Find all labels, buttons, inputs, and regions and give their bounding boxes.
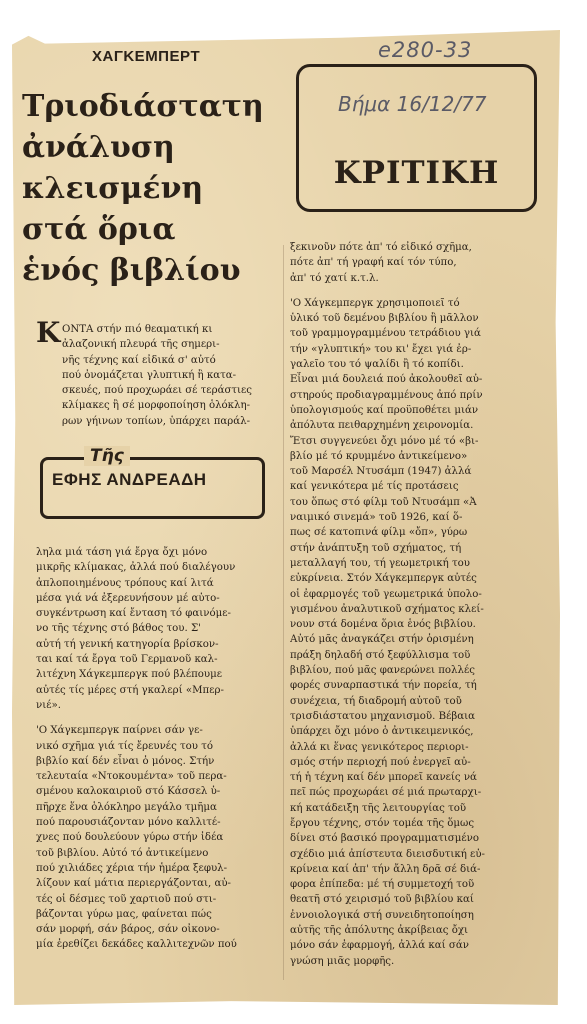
text-line: φορές συναρπαστικά τήν πορεία, τή — [290, 680, 477, 692]
byline-prefix: Τῆς — [84, 446, 130, 466]
text-line: μία ἐρεθίζει δεκάδες καλλιτεχνῶν πού — [36, 939, 237, 951]
text-line: Αὐτό μᾶς ἀναγκάζει στήν ὁρισμένη — [290, 634, 474, 646]
text-line: πού χιλιάδες χέρια τήν ἡμέρα ξεφυλ- — [36, 862, 228, 874]
text-line: καί γενικότερα μέ τίς προτάσεις — [290, 481, 459, 493]
text-line: αὐτές τίς μέρες στή γκαλερί «Μπερ- — [36, 684, 224, 696]
text-line: δίνει στό βασικό προγραμματισμένο — [290, 833, 479, 845]
text-line: βλίο μέ τό κρυμμένο ἀντικείμενο» — [290, 450, 468, 462]
text-line: ναιμικό σινεμά» τοῦ 1926, καί ὅ- — [290, 512, 463, 524]
text-line: 'Ο Χάγκεμπεργκ παίρνει σάν γε- — [36, 725, 203, 737]
text-line: ξεκινοῦν πότε ἀπ' τό εἰδικό σχῆμα, — [290, 242, 472, 253]
text-line: ἔργου τέχνης, στόν τομέα τῆς ὅμως — [290, 817, 475, 829]
text-line: ται καί τά ἔργα τοῦ Γερμανοῦ καλ- — [36, 654, 218, 666]
text-line: χνες πού δουλεύουν γύρω στήν ἰδέα — [36, 832, 224, 844]
text-line: τές οἱ δέσμες τοῦ χαρτιοῦ πού στι- — [36, 893, 217, 905]
text-line: συνέχεια, τή διαδρομή αὐτοῦ τοῦ — [290, 695, 462, 707]
handwritten-date-note: Βήμα 16/12/77 — [338, 92, 487, 116]
headline — [22, 86, 282, 291]
text-line: εὐκρίνεια. Στόν Χάγκεμπεργκ αὐτές — [290, 573, 477, 585]
text-line: μεταλλαγή του, τή γεωμετρική του — [290, 557, 470, 569]
text-line: γισμένου ἀναλυτικοῦ σχήματος κλεί- — [290, 603, 484, 615]
text-line: πού ὀνομάζεται γλυπτική ἢ κατα- — [62, 369, 237, 381]
text-line: μέσα γιά νά ἐξερευνήσουν μέ αὐτο- — [36, 592, 220, 604]
text-line: τοῦ βιβλίου. Αὐτό τό ἀντικείμενο — [36, 847, 209, 859]
text-line: συγκέντρωση καί ἔνταση τό φαινόμε- — [36, 608, 231, 620]
text-line: φορα ἐπίπεδα: μέ τή συμμετοχή τοῦ — [290, 879, 475, 891]
text-line: ΟΝΤΑ στήν πιό θεαματική κι — [62, 324, 213, 335]
text-line: ἀπ' τό χατί κ.τ.λ. — [290, 272, 379, 284]
headline-line: ἀνάλυση — [22, 130, 175, 165]
text-line — [36, 713, 280, 723]
column-divider — [283, 245, 284, 980]
text-line — [290, 286, 552, 296]
text-line: θεατῆ στό χειρισμό τοῦ βιβλίου καί — [290, 894, 474, 906]
text-line: πως σέ κατοπινά φίλμ «ὄπ», γύρω — [290, 527, 468, 539]
text-line: μόνο σάν ἐφαρμογή, ἀλλά καί σάν — [290, 940, 469, 952]
kicker-title: ΧΑΓΚΕΜΠΕΡΤ — [92, 48, 201, 65]
text-line: Εἶναι μιά δουλειά πού ἀκολουθεῖ αὐ- — [290, 374, 483, 386]
left-column-text — [36, 545, 280, 953]
text-line: κρίνεια καί ἀπ' τήν ἄλλη δρᾶ σέ διά- — [290, 863, 481, 875]
text-line: ὑπάρχει ὄχι μόνο ὁ ἀντικειμενικός, — [290, 726, 474, 738]
text-line: ἀλλά κι ἕνας γενικότερος περιορι- — [290, 741, 469, 753]
text-line: σμένου καλοκαιριοῦ στό Κάσσελ ὑ- — [36, 786, 221, 798]
headline-line: κλεισμένη — [22, 171, 204, 206]
text-line: ρων γήινων τοπίων, ὑπάρχει παράλ- — [62, 415, 251, 427]
text-line: ὑλικό τοῦ δεμένου βιβλίου ἢ μᾶλλον — [290, 313, 479, 325]
text-line: γαλεῖο του τό ψαλίδι ἢ τό κοπίδι. — [290, 359, 464, 371]
text-line: βιβλίου, πού μᾶς φανερώνει πολλές — [290, 665, 475, 677]
text-line: λιτέχνη Χάγκεμπεργκ πού βλέπουμε — [36, 669, 223, 681]
text-line: γνώση μιᾶς μορφῆς. — [290, 955, 395, 967]
archive-handwritten-note: e280-33 — [378, 38, 473, 62]
text-line: πότε ἀπ' τή γραφή καί τόν τύπο, — [290, 257, 457, 269]
text-line: τρισδιάστατου μηχανισμοῦ. Βέβαια — [290, 710, 476, 722]
text-line: νιέ». — [36, 699, 61, 711]
byline-name: ΕΦΗΣ ΑΝΔΡΕΑΔΗ — [52, 470, 207, 489]
text-line: πεῖ πώς προχωράει σέ μιά πρωταρχι- — [290, 787, 482, 799]
text-line: τή ἡ τέχνη καί δέν μπορεῖ κανείς νά — [290, 772, 477, 784]
text-line: ἀπόλυτα πειθαρχημένη χειρονομία. — [290, 420, 474, 432]
text-line: ὑπολογισμούς καί προϋποθέτει μιάν — [290, 404, 479, 416]
text-line: σκευές, πού προχωράει σέ τεράστιες — [62, 385, 253, 397]
section-box — [296, 64, 537, 212]
text-line: στήν ἀνάπτυξη τοῦ σχήματος, τή — [290, 542, 462, 554]
text-line: ληλα μιά τάση γιά ἔργα ὄχι μόνο — [36, 547, 208, 558]
text-line: τελευταία «Ντοκουμέντα» τοῦ περα- — [36, 771, 227, 783]
text-line: κή κατάδειξη τῆς λειτουργίας τοῦ — [290, 802, 467, 814]
text-line: αὐτή τή γενική κατηγορία βρίσκον- — [36, 638, 219, 650]
drop-cap: Κ — [36, 316, 61, 349]
headline-line: Τριοδιάστατη — [22, 89, 264, 124]
text-line: νουν στά δομένα ὅρια ἑνός βιβλίου. — [290, 619, 476, 631]
text-line: οἱ ἐφαρμογές τοῦ γεωμετρικά ὑπολο- — [290, 588, 482, 600]
text-line: πού παρουσιάζονταν μόνο καλλιτέ- — [36, 817, 221, 829]
text-line: του ὅπως στό φίλμ τοῦ Ντυσάμπ «Ἀ — [290, 496, 477, 508]
text-line: πράξη δηλαδή στό ξεφύλλισμα τοῦ — [290, 649, 471, 661]
text-line: μικρῆς κλίμακας, ἀλλά πού διαλέγουν — [36, 562, 236, 574]
text-line: σάν μορφή, σάν βάρος, σάν οἰκονο- — [36, 924, 220, 936]
text-line: τήν «γλυπτική» του κι' ἔχει γιά ἐρ- — [290, 343, 472, 355]
text-line: νῆς τέχνης καί εἰδικά σ' αὐτό — [62, 354, 216, 366]
text-line: λίζουν καί μάτια περιεργάζονται, αὐ- — [36, 878, 232, 890]
text-line: τοῦ Μαρσέλ Ντυσάμπ (1947) ἀλλά — [290, 466, 472, 478]
text-line: βιβλίο καί δέν εἶναι ὁ μόνος. Στήν — [36, 755, 215, 767]
text-line: Ἔτσι συγγενεύει ὄχι μόνο μέ τό «βι- — [290, 435, 479, 447]
text-line: βάζονται γύρω μας, φαίνεται πώς — [36, 908, 212, 920]
lead-paragraph — [62, 322, 276, 429]
text-line: ἐννοιολογικά στή συνειδητοποίηση — [290, 909, 474, 921]
section-label: ΚΡΙΤΙΚΗ — [333, 155, 500, 191]
headline-line: στά ὅρια — [22, 212, 176, 247]
headline-line: ἑνός βιβλίου — [22, 253, 241, 288]
right-column-text — [290, 240, 552, 969]
text-line: σχέδιο μιά ἀπίστευτα διεισδυτική εὐ- — [290, 848, 485, 860]
text-line: τοῦ γραμμογραμμένου τετράδιου γιά — [290, 328, 481, 340]
text-line: ἀπλοποιημένους τρόπους καί λιτά — [36, 577, 214, 589]
text-line: σμός στήν περιοχή πού ἐνεργεῖ αὐ- — [290, 756, 471, 768]
text-line: νικό σχῆμα γιά τίς ἔρευνές του τό — [36, 740, 213, 752]
text-line: 'Ο Χάγκεμπεργκ χρησιμοποιεῖ τό — [290, 297, 460, 309]
text-line: κλίμακες ἢ σέ μορφοποίηση ὁλόκλη- — [62, 400, 251, 412]
text-line: στηρούς προδιαγραμμένους ἀπό πρίν — [290, 389, 483, 401]
text-line: νο τῆς τέχνης στό βάθος του. Σ' — [36, 623, 201, 635]
text-line: ἀλαζονική πλευρά τῆς σημερι- — [62, 339, 220, 351]
text-line: πῆρχε ἕνα ὁλόκληρο μεγάλο τμῆμα — [36, 801, 217, 813]
text-line: αὐτῆς τῆς ἀπόλυτης ἀκρίβειας ὄχι — [290, 925, 468, 937]
